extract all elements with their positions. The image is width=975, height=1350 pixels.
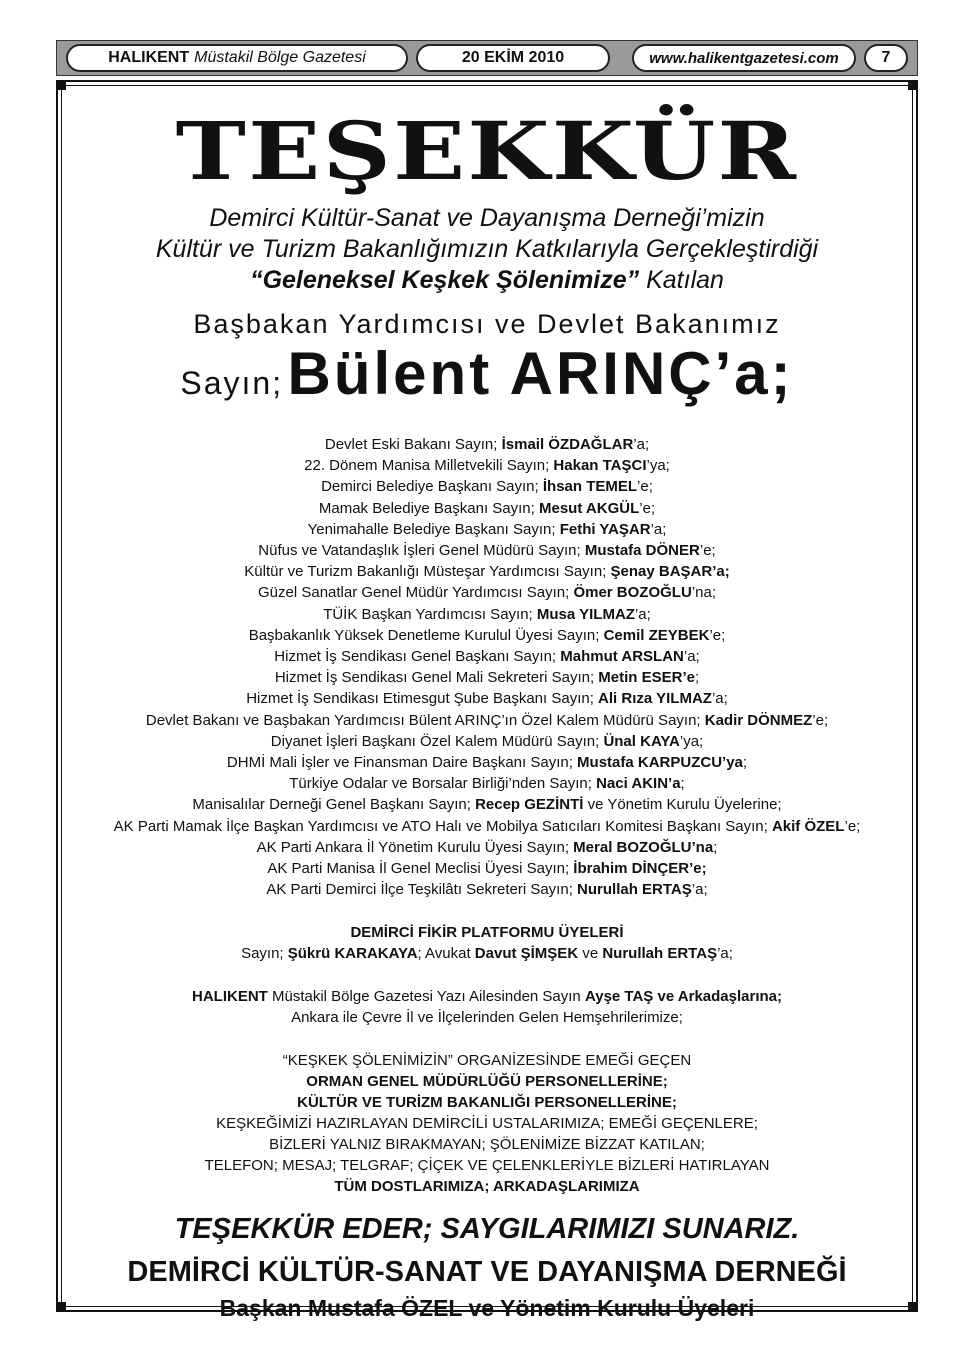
- thanks-person-name: Akif ÖZEL: [771, 817, 845, 835]
- thanks-title: Türkiye Odalar ve Borsalar Birliği’nden Sayın;: [289, 775, 597, 793]
- closing-line: ORMAN GENEL MÜDÜRLÜĞÜ PERSONELLERİNE;: [306, 1073, 668, 1091]
- platform-section: [66, 922, 908, 964]
- thanks-title: AK Parti Manisa İl Genel Meclisi Üyesi Sayın;: [267, 860, 574, 878]
- thanks-list-item: [66, 519, 908, 540]
- thanks-list-item: [66, 731, 908, 752]
- thanks-list-item: [66, 498, 908, 519]
- thanks-suffix: ’a;: [691, 881, 708, 899]
- thanks-person-name: Musa YILMAZ: [536, 605, 635, 623]
- intro-line-1: Demirci Kültür-Sanat ve Dayanışma Derneği’mizin: [209, 204, 765, 232]
- festival-name: “Geleneksel Keşkek Şölenimize”: [250, 266, 640, 294]
- thanks-list-item: [66, 688, 908, 709]
- thanks-title: AK Parti Demirci İlçe Teşkilâtı Sekreteri Sayın;: [266, 881, 578, 899]
- thanks-person-name: Ömer BOZOĞLU: [573, 584, 692, 602]
- thanks-suffix: ’e;: [709, 626, 726, 644]
- thanks-suffix: ’a;: [650, 520, 667, 538]
- closing-line: “KEŞKEK ŞÖLENİMİZİN” ORGANİZESİNDE EMEĞİ GEÇEN: [282, 1052, 692, 1070]
- thanks-list-item: [66, 646, 908, 667]
- thanks-person-name: Ali Rıza YILMAZ: [598, 690, 712, 708]
- thanks-title: Güzel Sanatlar Genel Müdür Yardımcısı Sayın;: [258, 584, 574, 602]
- thanks-title: Demirci Belediye Başkanı Sayın;: [321, 478, 543, 496]
- paper-family-line: [66, 986, 908, 1007]
- page-number: 7: [864, 44, 908, 72]
- platform-member: Davut ŞİMŞEK: [474, 945, 579, 963]
- thanks-suffix: ;: [742, 754, 748, 772]
- website-pill[interactable]: www.halikentgazetesi.com: [632, 44, 856, 72]
- thanks-list-item: [66, 625, 908, 646]
- thanks-suffix: ’a;: [634, 605, 651, 623]
- thanks-suffix: ’e;: [639, 499, 656, 517]
- thanks-person-name: Meral BOZOĞLU’na: [573, 838, 714, 856]
- frame-corner: [56, 1302, 66, 1312]
- thanks-person-name: İsmail ÖZDAĞLAR: [501, 436, 634, 453]
- thanks-list-item: [66, 667, 908, 688]
- thanks-suffix: ’ya;: [679, 732, 704, 750]
- thanks-suffix: ’na;: [691, 584, 716, 602]
- paper-family-section: [66, 986, 908, 1028]
- main-name-row: [66, 342, 908, 422]
- thanks-list-item: [66, 773, 908, 794]
- date-pill: 20 EKİM 2010: [416, 44, 610, 72]
- platform-sep: ; Avukat: [417, 945, 475, 963]
- platform-title: DEMİRCİ FİKİR PLATFORMU ÜYELERİ: [350, 924, 624, 942]
- thanks-suffix: ;: [694, 669, 700, 687]
- frame-corner: [56, 80, 66, 90]
- paper-family-name: Ayşe TAŞ ve Arkadaşlarına;: [584, 988, 782, 1006]
- closing-line: TELEFON; MESAJ; TELGRAF; ÇİÇEK VE ÇELENKLERİYLE BİZLERİ HATIRLAYAN: [204, 1157, 770, 1175]
- thanks-list-item: [66, 816, 908, 837]
- thanks-title: TÜİK Başkan Yardımcısı Sayın;: [323, 605, 537, 623]
- thanks-title: Nüfus ve Vatandaşlık İşleri Genel Müdürü Sayın;: [258, 542, 585, 560]
- thanks-list-item: [66, 604, 908, 625]
- thanks-title: Mamak Belediye Başkanı Sayın;: [318, 499, 539, 517]
- main-name: Bülent ARINÇ’a;: [287, 340, 794, 407]
- thanks-list-item: [66, 710, 908, 731]
- thanks-list-item: [66, 561, 908, 582]
- thanks-list-item: [66, 540, 908, 561]
- thanks-person-name: Naci AKIN’a: [596, 775, 681, 793]
- thanks-list-item: [66, 879, 908, 900]
- paper-family-text: Müstakil Bölge Gazetesi Yazı Ailesinden Sayın: [267, 988, 585, 1006]
- deputy-title: Başbakan Yardımcısı ve Devlet Bakanımız: [193, 309, 781, 339]
- thanks-title: Yenimahalle Belediye Başkanı Sayın;: [307, 520, 560, 538]
- closing-section: [66, 1050, 908, 1197]
- closing-line: TÜM DOSTLARIMIZA; ARKADAŞLARIMIZA: [334, 1178, 640, 1196]
- thanks-suffix: ’e;: [637, 478, 653, 496]
- paper-family-paper: HALIKENT: [192, 988, 268, 1006]
- thanks-title: Manisalılar Derneği Genel Başkanı Sayın;: [192, 796, 476, 814]
- thanks-person-name: Fethi YAŞAR: [559, 520, 651, 538]
- thanks-suffix: ;: [680, 775, 685, 793]
- paper-name-pill: [66, 44, 408, 72]
- paper-name: HALIKENT: [108, 49, 190, 66]
- thanks-list-item: [66, 837, 908, 858]
- thanks-suffix: ;: [713, 838, 718, 856]
- platform-suffix: ’a;: [717, 945, 733, 963]
- thanks-line: TEŞEKKÜR EDER; SAYGILARIMIZI SUNARIZ.: [174, 1213, 800, 1246]
- thanks-list: [66, 434, 908, 900]
- headline: TEŞEKKÜR: [175, 104, 799, 198]
- intro: [66, 203, 908, 296]
- main-name-prefix: Sayın;: [180, 365, 284, 401]
- platform-member: Şükrü KARAKAYA: [287, 945, 418, 963]
- thanks-title: Başbakanlık Yüksek Denetleme Kurulul Üyesi Sayın;: [248, 626, 604, 644]
- thanks-person-name: Hakan TAŞCI: [553, 457, 647, 475]
- thanks-list-item: [66, 858, 908, 879]
- platform-members: [66, 943, 908, 964]
- thanks-person-name: Kadir DÖNMEZ: [704, 711, 813, 729]
- thanks-list-item: [66, 752, 908, 773]
- intro-line-3: [66, 265, 908, 296]
- president-line: Başkan Mustafa ÖZEL ve Yönetim Kurulu Üyeleri: [219, 1295, 755, 1322]
- thanks-title: DHMİ Mali İşler ve Finansman Daire Başkanı Sayın;: [226, 754, 578, 772]
- thanks-person-name: İhsan TEMEL: [542, 478, 638, 496]
- thanks-title: Hizmet İş Sendikası Genel Mali Sekreteri Sayın;: [274, 669, 599, 687]
- thanks-person-name: Ünal KAYA: [603, 732, 680, 750]
- thanks-title: Devlet Bakanı ve Başbakan Yardımcısı Bülent ARINÇ’ın Özel Kalem Müdürü Sayın;: [145, 711, 705, 729]
- thanks-title: Diyanet İşleri Başkanı Özel Kalem Müdürü Sayın;: [270, 732, 604, 750]
- thanks-suffix: ’a;: [633, 436, 650, 453]
- thanks-person-name: Cemil ZEYBEK: [603, 626, 710, 644]
- paper-subtitle: Müstakil Bölge Gazetesi: [194, 49, 366, 66]
- intro-line-3-rest: Katılan: [639, 266, 724, 294]
- thanks-person-name: Nurullah ERTAŞ: [577, 881, 692, 899]
- thanks-suffix: ’a;: [683, 648, 700, 666]
- thanks-title: AK Parti Ankara İl Yönetim Kurulu Üyesi Sayın;: [256, 838, 574, 856]
- thanks-suffix: ’ya;: [646, 457, 670, 475]
- organization-name: DEMİRCİ KÜLTÜR-SANAT VE DAYANIŞMA DERNEĞİ: [127, 1256, 847, 1289]
- thanks-suffix: ’e;: [812, 711, 829, 729]
- closing-line: BİZLERİ YALNIZ BIRAKMAYAN; ŞÖLENİMİZE BİZZAT KATILAN;: [269, 1136, 705, 1154]
- thanks-suffix: ’e;: [699, 542, 716, 560]
- thanks-suffix: ’e;: [844, 817, 861, 835]
- platform-pre: Sayın;: [241, 945, 288, 963]
- thanks-list-item: [66, 794, 908, 815]
- thanks-person-name: Recep GEZİNTİ: [475, 796, 584, 814]
- frame-corner: [908, 1302, 918, 1312]
- thanks-person-name: Mesut AKGÜL: [538, 499, 640, 517]
- thanks-list-item: [66, 582, 908, 603]
- thanks-person-name: Mahmut ARSLAN: [560, 648, 684, 666]
- thanks-person-name: Metin ESER’e: [598, 669, 695, 687]
- hometown-line: Ankara ile Çevre İl ve İlçelerinden Gelen Hemşehrilerimize;: [291, 1009, 683, 1027]
- thanks-title: Hizmet İş Sendikası Etimesgut Şube Başkanı Sayın;: [246, 690, 599, 708]
- thanks-title: AK Parti Mamak İlçe Başkan Yardımcısı ve ATO Halı ve Mobilya Satıcıları Komitesi Başkanı Sayın;: [113, 817, 772, 835]
- thanks-person-name: Şenay BAŞAR’a;: [610, 563, 730, 581]
- frame-corner: [908, 80, 918, 90]
- thanks-suffix: ve Yönetim Kurulu Üyelerine;: [583, 796, 782, 814]
- ad-content: [66, 95, 908, 1323]
- thanks-title: Devlet Eski Bakanı Sayın;: [324, 436, 502, 453]
- thanks-list-item: [66, 455, 908, 476]
- thanks-suffix: ’a;: [711, 690, 728, 708]
- platform-member: Nurullah ERTAŞ: [602, 945, 718, 963]
- thanks-list-item: [66, 476, 908, 497]
- thanks-person-name: Mustafa DÖNER: [584, 542, 700, 560]
- thanks-person-name: Mustafa KARPUZCU’ya: [577, 754, 743, 772]
- intro-line-2: Kültür ve Turizm Bakanlığımızın Katkılarıyla Gerçekleştirdiği: [155, 235, 819, 263]
- thanks-title: Kültür ve Turizm Bakanlığı Müsteşar Yardımcısı Sayın;: [244, 563, 611, 581]
- thanks-title: Hizmet İş Sendikası Genel Başkanı Sayın;: [274, 648, 561, 666]
- thanks-person-name: İbrahim DİNÇER’e;: [573, 860, 707, 878]
- closing-line: KÜLTÜR VE TURİZM BAKANLIĞI PERSONELLERİNE;: [297, 1094, 677, 1112]
- closing-line: KEŞKEĞİMİZİ HAZIRLAYAN DEMİRCİLİ USTALARIMIZA; EMEĞİ GEÇENLERE;: [216, 1115, 758, 1133]
- thanks-title: 22. Dönem Manisa Milletvekili Sayın;: [304, 457, 554, 475]
- thanks-list-item: [66, 434, 908, 455]
- platform-sep: ve: [578, 945, 603, 963]
